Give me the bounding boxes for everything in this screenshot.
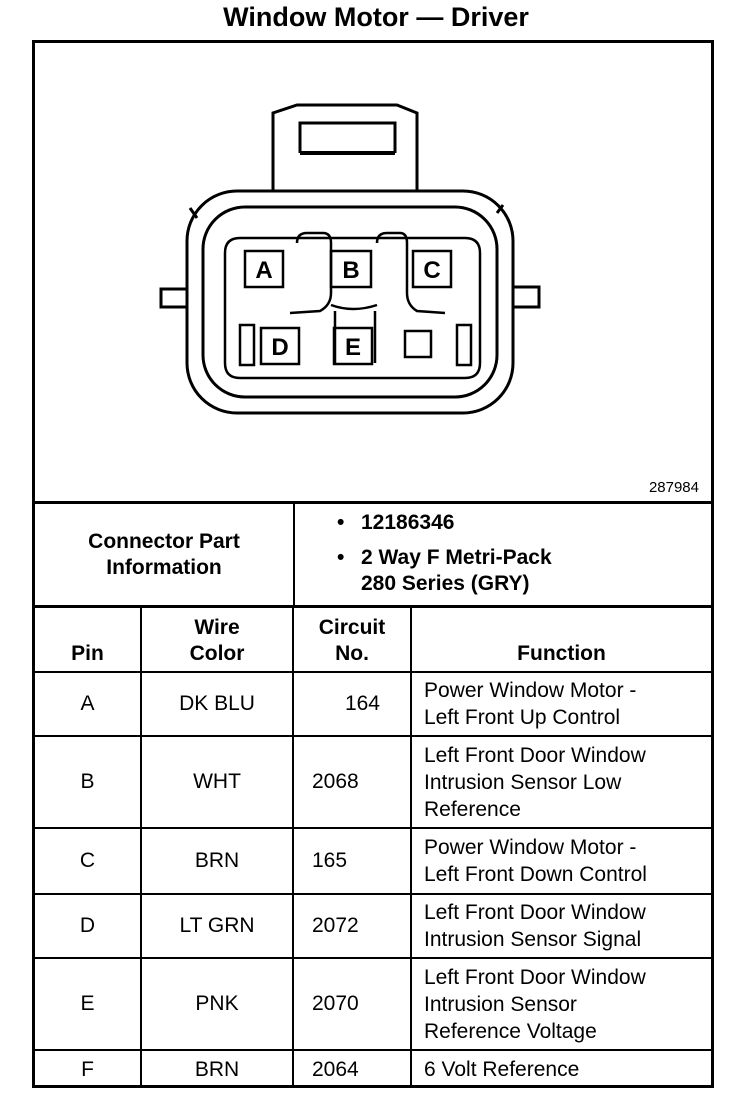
- connector-face-drawing: [35, 43, 711, 501]
- figure-number: 287984: [648, 479, 699, 496]
- circuit-cell: 165: [293, 828, 411, 894]
- table-row: [35, 736, 711, 828]
- function-cell: [411, 828, 711, 894]
- function-line: Intrusion Sensor Signal: [424, 928, 642, 951]
- cavity-label-c: C: [423, 257, 441, 284]
- cavity-label-e: E: [344, 334, 362, 361]
- cavity-label-a: A: [255, 257, 273, 284]
- pinout-table-body: [35, 672, 711, 1088]
- pin-cell: F: [35, 1050, 141, 1088]
- connector-sheet: [32, 40, 714, 1088]
- cavity-label-b: B: [342, 257, 360, 284]
- function-line: Intrusion Sensor: [424, 992, 577, 1016]
- connector-info-label-line2: Information: [106, 555, 222, 579]
- part-number-item: [337, 510, 552, 536]
- table-row: [35, 958, 711, 1050]
- function-line: Left Front Down Control: [424, 863, 647, 886]
- left-ear: [161, 289, 187, 307]
- part-number: 12186346: [361, 511, 455, 534]
- pin-cell: B: [35, 736, 141, 828]
- wire-color-cell: WHT: [141, 736, 293, 828]
- connector-type-line1: 2 Way F Metri-Pack: [361, 546, 552, 569]
- function-line: Left Front Up Control: [424, 706, 621, 729]
- table-row: [35, 828, 711, 894]
- function-cell: [411, 958, 711, 1050]
- connector-outer-shell: [187, 191, 513, 413]
- table-header-row: [35, 606, 711, 672]
- function-line: Left Front Door Window: [424, 901, 646, 924]
- function-line: Left Front Door Window: [424, 743, 646, 767]
- circuit-cell: 2064: [293, 1050, 411, 1088]
- function-line: Left Front Door Window: [424, 965, 646, 989]
- connector-diagram: [35, 43, 711, 504]
- circuit-cell: 2070: [293, 958, 411, 1050]
- header-circuit-no: Circuit No.: [293, 606, 411, 672]
- latch-tab: [300, 123, 395, 153]
- header-pin: Pin: [35, 606, 141, 672]
- table-row: [35, 894, 711, 958]
- wire-color-cell: PNK: [141, 958, 293, 1050]
- function-line: Reference Voltage: [424, 1019, 597, 1043]
- function-line: Intrusion Sensor Low: [424, 770, 622, 794]
- circuit-cell: 164: [293, 672, 411, 736]
- connector-info-label-line1: Connector Part: [88, 529, 240, 553]
- connector-type-line2: 280 Series (GRY): [361, 572, 530, 595]
- function-cell: [411, 1050, 711, 1088]
- pin-cell: C: [35, 828, 141, 894]
- header-function: Function: [411, 606, 711, 672]
- table-row: [35, 1050, 711, 1088]
- bullet: •: [337, 511, 345, 534]
- connector-info-list: [337, 510, 552, 606]
- table-row: [35, 672, 711, 736]
- function-cell: [411, 894, 711, 958]
- wire-color-cell: BRN: [141, 828, 293, 894]
- page-title: Window Motor — Driver: [223, 2, 529, 32]
- function-cell: [411, 736, 711, 828]
- wire-color-cell: DK BLU: [141, 672, 293, 736]
- circuit-cell: 2068: [293, 736, 411, 828]
- function-line: Power Window Motor -: [424, 836, 637, 859]
- right-ear: [513, 287, 539, 307]
- wire-color-cell: LT GRN: [141, 894, 293, 958]
- circuit-cell: 2072: [293, 894, 411, 958]
- pin-cell: E: [35, 958, 141, 1050]
- connector-type-item: [337, 545, 552, 597]
- pin-cell: A: [35, 672, 141, 736]
- function-cell: [411, 672, 711, 736]
- connector-part-info: [35, 504, 711, 608]
- header-wire-color: Wire Color: [141, 606, 293, 672]
- function-line: Power Window Motor -: [424, 679, 637, 702]
- function-line: 6 Volt Reference: [424, 1058, 580, 1081]
- pinout-table: [35, 605, 711, 1088]
- wire-color-cell: BRN: [141, 1050, 293, 1088]
- pin-cell: D: [35, 894, 141, 958]
- cavity-label-d: D: [271, 334, 289, 361]
- connector-info-label: [35, 504, 295, 605]
- function-line: Reference: [424, 797, 521, 821]
- bullet: •: [337, 546, 345, 569]
